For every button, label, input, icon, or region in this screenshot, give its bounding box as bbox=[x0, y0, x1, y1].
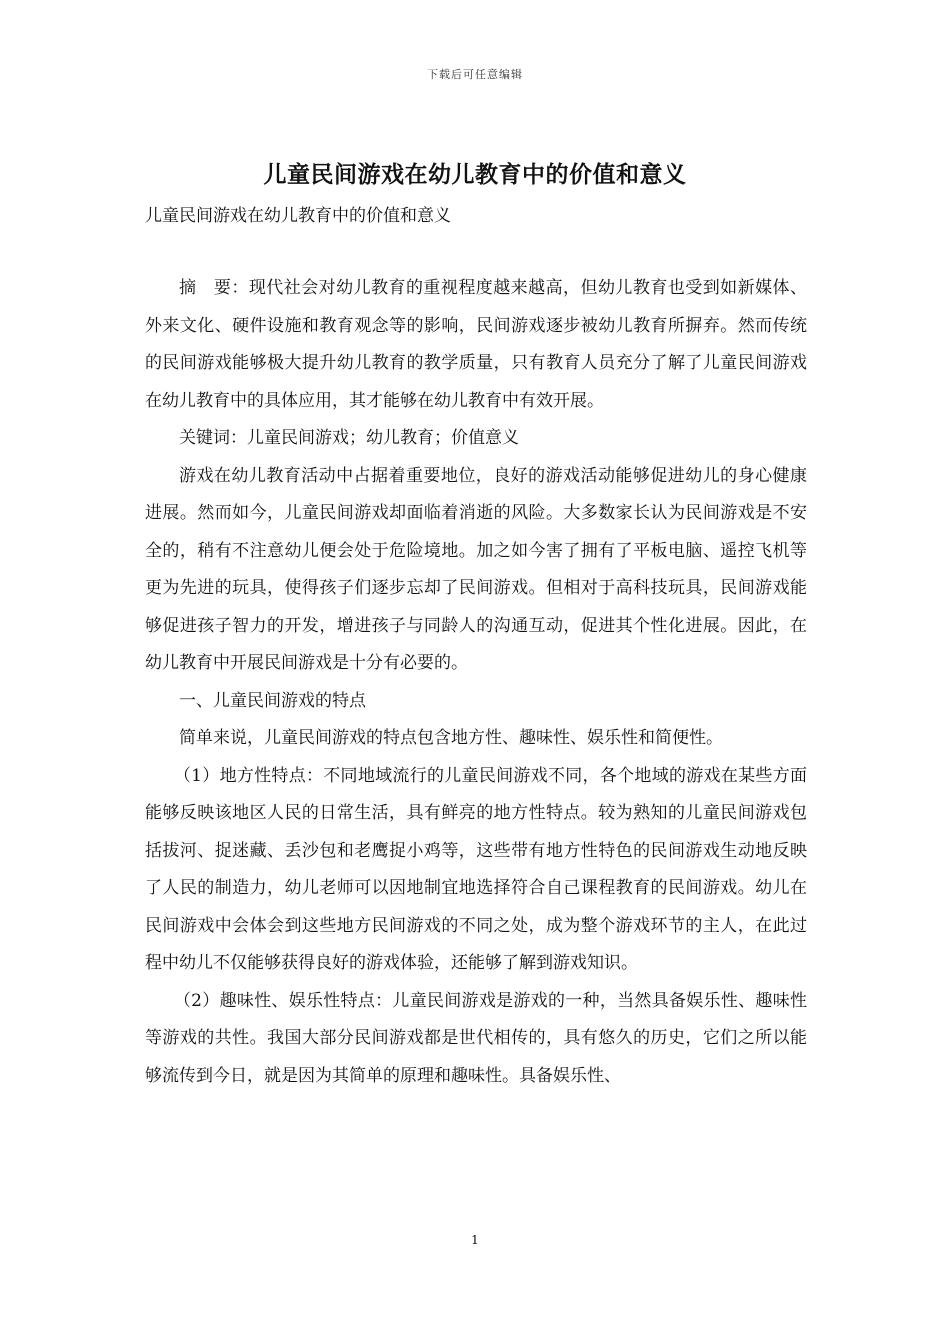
section-heading: 一、儿童民间游戏的特点 bbox=[179, 690, 366, 711]
body-paragraph: （1）地方性特点：不同地域流行的儿童民间游戏不同，各个地域的游戏在某些方面能够反映该地区人民的日常生活，具有鲜亮的地方性特点。较为熟知的儿童民间游戏包括拔河、捉迷藏、丢沙包和老鹰捉小鸡等，这些带有地方性特色的民间游戏生动地反映了人民的制造力，幼儿老师可以因地制宜地选择符合自己课程教育的民间游戏。幼儿在民间游戏中会体会到这些地方民间游戏的不同之处，成为整个游戏环节的主人，在此过程中幼儿不仅能够获得良好的游戏体验，还能够了解到游戏知识。 bbox=[145, 765, 807, 973]
abstract-paragraph: 摘 要：现代社会对幼儿教育的重视程度越来越高，但幼儿教育也受到如新媒体、外来文化、硬件设施和教育观念等的影响，民间游戏逐步被幼儿教育所摒弃。然而传统的民间游戏能够极大提升幼儿教育的教学质量，只有教育人员充分了解了儿童民间游戏在幼儿教育中的具体应用，其才能够在幼儿教育中有效开展。 bbox=[145, 278, 807, 411]
document-body bbox=[145, 270, 807, 1095]
keywords-paragraph: 关键词：儿童民间游戏；幼儿教育；价值意义 bbox=[179, 428, 519, 448]
intro-paragraph: 游戏在幼儿教育活动中占据着重要地位，良好的游戏活动能够促进幼儿的身心健康进展。然而如今，儿童民间游戏却面临着消逝的风险。大多数家长认为民间游戏是不安全的，稍有不注意幼儿便会处于危险境地。加之如今害了拥有了平板电脑、遥控飞机等更为先进的玩具，使得孩子们逐步忘却了民间游戏。但相对于高科技玩具，民间游戏能够促进孩子智力的开发，增进孩子与同龄人的沟通互动，促进其个性化进展。因此，在幼儿教育中开展民间游戏是十分有必要的。 bbox=[145, 465, 807, 673]
page-title: 儿童民间游戏在幼儿教育中的价值和意义 bbox=[263, 161, 687, 188]
document-subtitle: 儿童民间游戏在幼儿教育中的价值和意义 bbox=[145, 206, 451, 226]
page-number: 1 bbox=[471, 1233, 479, 1247]
body-paragraph: 简单来说，儿童民间游戏的特点包含地方性、趣味性、娱乐性和简便性。 bbox=[179, 728, 723, 748]
body-paragraph: （2）趣味性、娱乐性特点：儿童民间游戏是游戏的一种，当然具备娱乐性、趣味性等游戏的共性。我国大部分民间游戏都是世代相传的，具有悠久的历史，它们之所以能够流传到今日，就是因为其简单的原理和趣味性。具备娱乐性、 bbox=[145, 990, 807, 1086]
header-note: 下载后可任意编辑 bbox=[427, 68, 523, 81]
